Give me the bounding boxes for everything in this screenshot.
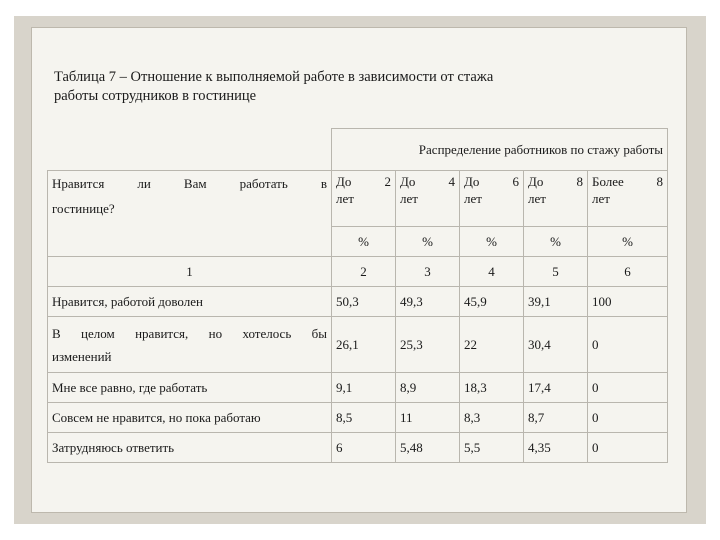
value-cell: 45,9	[460, 287, 524, 317]
question-word: ли	[137, 176, 151, 191]
value-cell: 9,1	[332, 373, 396, 403]
question-header	[48, 171, 332, 257]
value-cell: 8,9	[396, 373, 460, 403]
column-header: До 6 лет	[460, 171, 524, 227]
header-row-group	[48, 129, 668, 171]
row-label-line-2: изменений	[52, 348, 112, 364]
empty-corner	[48, 129, 332, 171]
column-header: До 2 лет	[332, 171, 396, 227]
value-cell: 39,1	[524, 287, 588, 317]
unit-cell: %	[332, 227, 396, 257]
data-table	[47, 128, 668, 463]
row-label	[48, 317, 332, 373]
row-label: Совсем не нравится, но пока работаю	[48, 403, 332, 433]
value-cell: 100	[588, 287, 668, 317]
value-cell: 11	[396, 403, 460, 433]
table-row	[48, 433, 668, 463]
question-word: Нравится	[52, 176, 105, 191]
row-label: Мне все равно, где работать	[48, 373, 332, 403]
value-cell: 50,3	[332, 287, 396, 317]
question-word: работать	[239, 176, 288, 191]
number-cell: 3	[396, 257, 460, 287]
value-cell: 8,7	[524, 403, 588, 433]
value-cell: 0	[588, 317, 668, 373]
value-cell: 8,5	[332, 403, 396, 433]
numbering-row	[48, 257, 668, 287]
number-cell: 6	[588, 257, 668, 287]
row-label: Затрудняюсь ответить	[48, 433, 332, 463]
column-header: Более 8 лет	[588, 171, 668, 227]
value-cell: 30,4	[524, 317, 588, 373]
unit-cell: %	[588, 227, 668, 257]
table-row	[48, 373, 668, 403]
group-header: Распределение работников по стажу работы	[332, 129, 668, 171]
value-cell: 0	[588, 403, 668, 433]
value-cell: 8,3	[460, 403, 524, 433]
number-cell: 1	[48, 257, 332, 287]
caption-line-2: работы сотрудников в гостинице	[54, 88, 257, 104]
caption-line-1: Таблица 7 – Отношение к выполняемой работе в зависимости от стажа	[54, 69, 494, 85]
value-cell: 25,3	[396, 317, 460, 373]
header-row-columns	[48, 171, 668, 227]
value-cell: 5,5	[460, 433, 524, 463]
table-row	[48, 287, 668, 317]
unit-cell: %	[460, 227, 524, 257]
value-cell: 0	[588, 373, 668, 403]
value-cell: 6	[332, 433, 396, 463]
number-cell: 4	[460, 257, 524, 287]
table-row	[48, 403, 668, 433]
value-cell: 4,35	[524, 433, 588, 463]
row-label-line-1: В целом нравится, но хотелось бы	[52, 325, 327, 341]
value-cell: 26,1	[332, 317, 396, 373]
column-header: До 8 лет	[524, 171, 588, 227]
row-label: Нравится, работой доволен	[48, 287, 332, 317]
number-cell: 5	[524, 257, 588, 287]
unit-cell: %	[524, 227, 588, 257]
number-cell: 2	[332, 257, 396, 287]
value-cell: 18,3	[460, 373, 524, 403]
column-header: До 4 лет	[396, 171, 460, 227]
question-line-2: гостинице?	[52, 201, 115, 216]
question-word: в	[320, 176, 327, 191]
value-cell: 5,48	[396, 433, 460, 463]
value-cell: 17,4	[524, 373, 588, 403]
value-cell: 0	[588, 433, 668, 463]
question-word: Вам	[183, 176, 207, 191]
unit-cell: %	[396, 227, 460, 257]
table-row	[48, 317, 668, 373]
table-caption	[54, 68, 654, 106]
question-line-1	[52, 175, 327, 192]
value-cell: 22	[460, 317, 524, 373]
value-cell: 49,3	[396, 287, 460, 317]
